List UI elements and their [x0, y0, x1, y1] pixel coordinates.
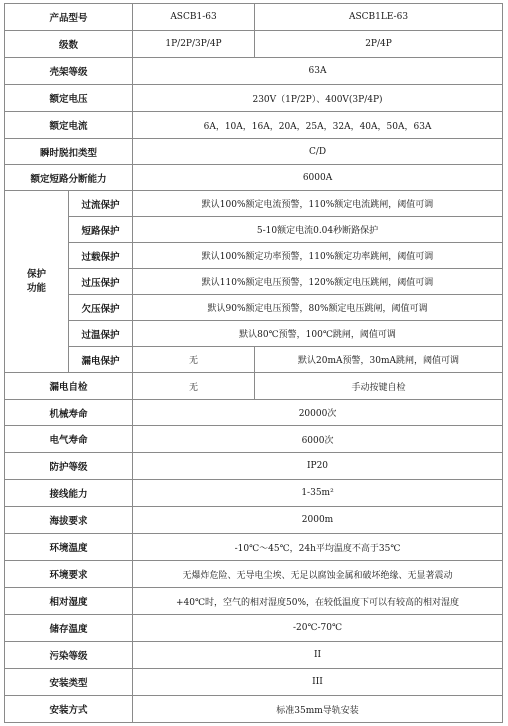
- leakage-col1: 无: [133, 347, 255, 373]
- row-value: 无爆炸危险、无导电尘埃、无足以腐蚀金属和破坏绝缘、无显著震动: [133, 561, 503, 588]
- row-label: 电气寿命: [5, 426, 133, 453]
- poles-2: 2P/4P: [255, 31, 503, 58]
- row-value: -10℃～45℃，24h平均温度不高于35℃: [133, 534, 503, 561]
- protection-group-line1: 保护: [26, 268, 46, 280]
- table-row: [5, 615, 503, 642]
- table-row: [5, 480, 503, 507]
- sub-label: 过压保护: [69, 269, 133, 295]
- simple-rows: [5, 400, 503, 723]
- row-value: +40℃时，空气的相对湿度50%，在较低温度下可以有较高的相对湿度: [133, 588, 503, 615]
- sub-label: 过载保护: [69, 243, 133, 269]
- row-label: 额定电流: [5, 112, 133, 139]
- table-row: [5, 669, 503, 696]
- row-label: 接线能力: [5, 480, 133, 507]
- table-row: [5, 139, 503, 165]
- sub-value: 5-10额定电流0.04秒断路保护: [133, 217, 503, 243]
- table-row: [5, 426, 503, 453]
- table-row: [5, 400, 503, 426]
- table-row: [5, 642, 503, 669]
- row-label: 机械寿命: [5, 400, 133, 426]
- row-label: 漏电自检: [5, 373, 133, 400]
- sub-value: 默认110%额定电压预警，120%额定电压跳闸，阈值可调: [133, 269, 503, 295]
- row-value: 标准35mm导轨安装: [133, 696, 503, 723]
- row-value: III: [133, 669, 503, 696]
- protection-group-label: [5, 191, 69, 373]
- protection-group-line2: 功能: [26, 282, 46, 294]
- table-row: [5, 58, 503, 85]
- row-label: 瞬时脱扣类型: [5, 139, 133, 165]
- row-label: 环境要求: [5, 561, 133, 588]
- table-row: [5, 295, 503, 321]
- row-label: 壳架等级: [5, 58, 133, 85]
- model-2: ASCB1LE-63: [255, 4, 503, 31]
- sub-value: 默认100%额定功率预警，110%额定功率跳闸，阈值可调: [133, 243, 503, 269]
- row-label: 环境温度: [5, 534, 133, 561]
- table-row: [5, 269, 503, 295]
- spec-table: [4, 3, 503, 723]
- sub-value: 默认100%额定电流预警，110%额定电流跳闸，阈值可调: [133, 191, 503, 217]
- row-value: C/D: [133, 139, 503, 165]
- row-value: 1-35m²: [133, 480, 503, 507]
- row-label: 储存温度: [5, 615, 133, 642]
- leakage-test-col2: 手动按键自检: [255, 373, 503, 400]
- sub-label: 过温保护: [69, 321, 133, 347]
- table-row: [5, 217, 503, 243]
- row-value: II: [133, 642, 503, 669]
- table-row: [5, 373, 503, 400]
- row-value: 2000m: [133, 507, 503, 534]
- row-label: 安装方式: [5, 696, 133, 723]
- sub-label: 短路保护: [69, 217, 133, 243]
- table-row: [5, 507, 503, 534]
- row-value: 6A，10A，16A，20A，25A，32A，40A，50A，63A: [133, 112, 503, 139]
- table-row: [5, 243, 503, 269]
- row-label: 额定短路分断能力: [5, 165, 133, 191]
- table-row: [5, 85, 503, 112]
- model-1: ASCB1-63: [133, 4, 255, 31]
- row-label: 相对湿度: [5, 588, 133, 615]
- row-value: 6000A: [133, 165, 503, 191]
- table-row: [5, 191, 503, 217]
- row-label: 安装类型: [5, 669, 133, 696]
- row-value: IP20: [133, 453, 503, 480]
- leakage-test-col1: 无: [133, 373, 255, 400]
- row-value: 230V（1P/2P）、400V(3P/4P): [133, 85, 503, 112]
- leakage-col2: 默认20mA预警，30mA跳闸，阈值可调: [255, 347, 503, 373]
- sub-label: 漏电保护: [69, 347, 133, 373]
- table-row: [5, 112, 503, 139]
- row-value: 6000次: [133, 426, 503, 453]
- table-row: [5, 588, 503, 615]
- row-value: 63A: [133, 58, 503, 85]
- table-row: [5, 561, 503, 588]
- row-label: 级数: [5, 31, 133, 58]
- sub-value: 默认90%额定电压预警，80%额定电压跳闸，阈值可调: [133, 295, 503, 321]
- row-label: 产品型号: [5, 4, 133, 31]
- row-label: 海拔要求: [5, 507, 133, 534]
- row-label: 防护等级: [5, 453, 133, 480]
- row-label: 额定电压: [5, 85, 133, 112]
- sub-value: 默认80℃预警，100℃跳闸，阈值可调: [133, 321, 503, 347]
- row-value: 20000次: [133, 400, 503, 426]
- table-row: [5, 321, 503, 347]
- row-label: 污染等级: [5, 642, 133, 669]
- row-value: -20℃-70℃: [133, 615, 503, 642]
- table-row: [5, 347, 503, 373]
- table-row: [5, 696, 503, 723]
- table-row: [5, 4, 503, 31]
- table-row: [5, 165, 503, 191]
- table-row: [5, 31, 503, 58]
- poles-1: 1P/2P/3P/4P: [133, 31, 255, 58]
- sub-label: 欠压保护: [69, 295, 133, 321]
- table-row: [5, 453, 503, 480]
- sub-label: 过流保护: [69, 191, 133, 217]
- table-row: [5, 534, 503, 561]
